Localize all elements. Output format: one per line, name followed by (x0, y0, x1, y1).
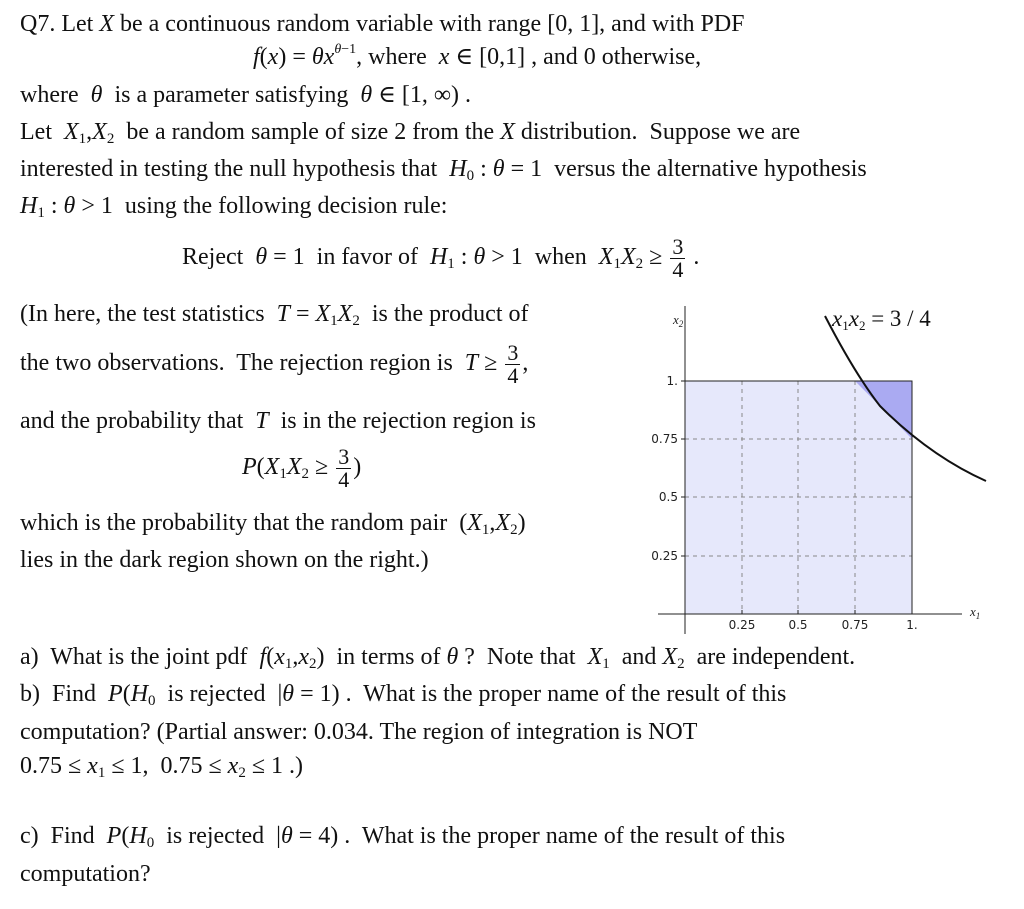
y-ticks (651, 374, 685, 563)
parameter-line: where θ is a parameter satisfying θ ∈ [1, ∞) . (20, 82, 472, 108)
question-b-line-3: $0.75 \le x_1 \le 1$, $0.75 \le x_2 \le 1$ .) (20, 753, 303, 781)
x-tick-075: 0.75 (841, 618, 869, 632)
y-tick-1: 1. (666, 374, 678, 388)
alternative-line: $H_1$ : θ > 1 using the following decision rule: (20, 193, 448, 221)
question-intro (20, 12, 745, 36)
para-line-1: (In here, the test statistics $T = X_1X_2$ is the product of (20, 301, 529, 329)
hypothesis-line: interested in testing the null hypothesis that $H_0$ : θ = 1 versus the alternative hypothesis (20, 156, 867, 184)
para-line-3: and the probability that T is in the rejection region is (20, 408, 536, 434)
x-tick-05: 0.5 (788, 618, 808, 632)
question-a: a) What is the joint pdf $f(x_1,x_2)$ in terms of θ ? Note that $X_1$ and $X_2$ are independent. (20, 644, 856, 672)
pdf-definition: $f(x) = \theta x^{\theta-1}$, where x ∈ [0,1] , and 0 otherwise, (253, 42, 702, 70)
q7-label: Q7. (20, 11, 56, 37)
para-line-6: lies in the dark region shown on the right.) (20, 547, 429, 573)
y-tick-075: 0.75 (651, 432, 678, 446)
probability-expression: $P(X_1X_2$ ≥ $\frac{3}{4}$ ) (242, 444, 362, 492)
y-tick-025: 0.25 (651, 549, 678, 563)
question-c-line-2: computation? (20, 861, 151, 887)
three-fourths-2: $\frac{3}{4}$ (507, 340, 519, 388)
three-fourths: $\frac{3}{4}$ (672, 234, 684, 282)
rejection-region-plot (640, 296, 1000, 641)
sample-line: Let $X_1,X_2$ be a random sample of size 2 from the X distribution. Suppose we are (20, 119, 801, 147)
y-tick-05: 0.5 (658, 490, 678, 504)
para-line-2: the two observations. The rejection region is T ≥ $\frac{3}{4}$ , (20, 340, 529, 388)
question-b-line-2: computation? (Partial answer: 0.034. The region of integration is NOT (20, 719, 698, 745)
three-fourths-3: $\frac{3}{4}$ (338, 444, 350, 492)
x-tick-1: 1. (906, 618, 918, 632)
x-axis-label: $x_1$ (970, 604, 981, 621)
para-line-5: which is the probability that the random pair $(X_1,X_2)$ (20, 510, 526, 538)
curve-label: x1x2 = 3 / 4 (832, 306, 931, 333)
decision-rule: Reject θ = 1 in favor of $H_1$ : θ > 1 when $X_1X_2$ ≥ $\frac{3}{4}$ . (182, 234, 700, 282)
question-b-line-1: b) Find $P(H_0$ is rejected |θ = 1) . What is the proper name of the result of this (20, 681, 787, 709)
y-axis-label: $x_2$ (673, 312, 684, 329)
x-tick-025: 0.25 (728, 618, 756, 632)
q-intro-text: Let X be a continuous random variable with range [0, 1], and with PDF (61, 11, 745, 37)
question-c-line-1: c) Find $P(H_0$ is rejected |θ = 4) . What is the proper name of the result of this (20, 823, 786, 851)
